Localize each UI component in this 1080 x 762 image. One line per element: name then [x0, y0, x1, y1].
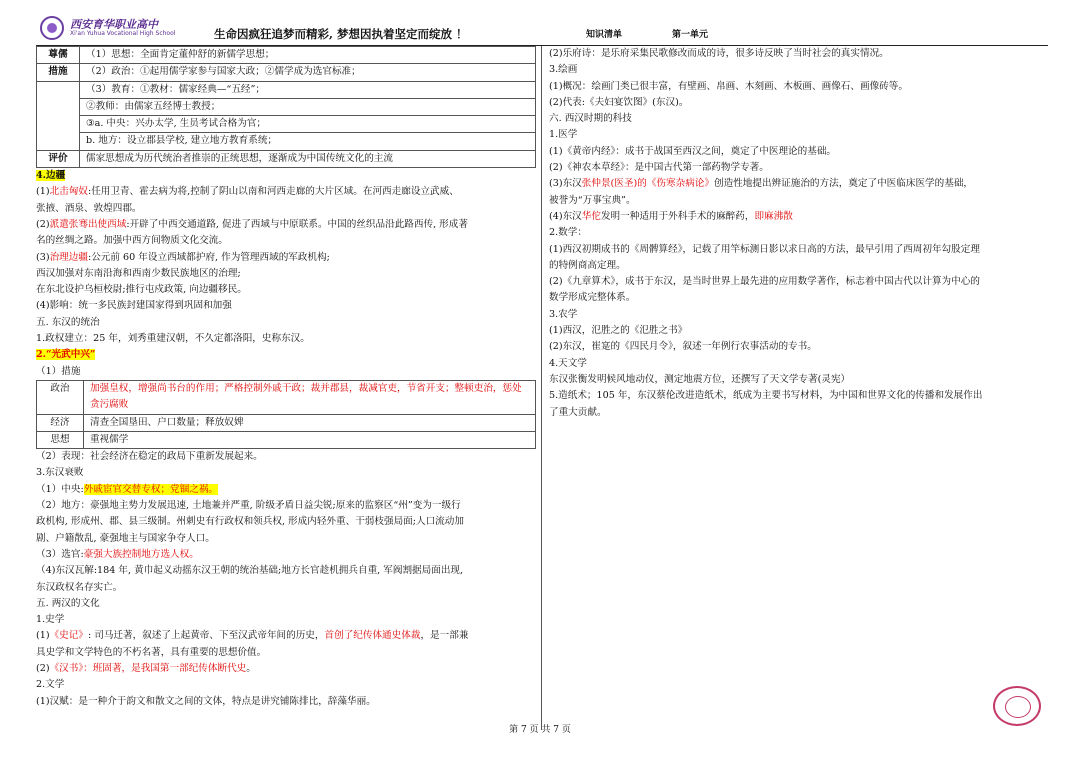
table-cell: 重视儒学 [84, 431, 536, 448]
paragraph: （4)东汉瓦解:184 年, 黄巾起义动摇东汉王朝的统治基础;地方长官趁机拥兵自重, 军阀割据局面出现, [36, 565, 464, 577]
paragraph [36, 184, 536, 200]
table-cell: （3）教育：①教材：儒家经典—“五经”； [80, 81, 536, 98]
paragraph: (2)乐府诗：是乐府采集民歌修改而成的诗，很多诗反映了当时社会的真实情况。 [549, 48, 889, 59]
section-heading: 3.绘画 [549, 64, 578, 76]
paragraph [36, 661, 536, 677]
paragraph: 剧、户籍散乱, 豪强地主与国家争夺人口。 [36, 532, 215, 544]
paragraph: （2）地方：豪强地主势力发展迅速, 土地兼并严重, 阶级矛盾日益尖锐;原来的监察区“州”变为一级行 [36, 500, 461, 512]
paragraph: (2)《神农本草经》：是中国古代第一部药物学专著。 [549, 162, 769, 174]
page-number: 第 7 页 共 7 页 [509, 725, 571, 735]
text: (1) [36, 186, 50, 198]
key-point: 首创了纪传体通史体裁 [324, 630, 421, 642]
text: (4)东汉 [549, 210, 582, 222]
table-cell: 儒家思想成为历代统治者推崇的正统思想，逐渐成为中国传统文化的主流 [80, 150, 536, 167]
key-point: 外戚宦官交替专权；党锢之祸。 [83, 483, 219, 495]
heading-text: 2.“光武中兴” [36, 349, 96, 361]
paragraph: (1)汉赋：是一种介于韵文和散文之间的文体，特点是讲究铺陈排比，辞藻华丽。 [36, 695, 376, 707]
school-emblem-icon [40, 16, 64, 40]
section-heading: 六. 西汉时期的科技 [549, 113, 632, 125]
text: :开辟了中西交通道路, 促进了西域与中原联系。中国的丝织品沿此路西传, 形成著 [126, 218, 468, 230]
paragraph: （1）措施 [36, 365, 81, 377]
paragraph: 在东北设护乌桓校尉;推行屯戍政策, 向边疆移民。 [36, 284, 247, 296]
header-doc-type: 知识清单 [586, 30, 623, 40]
table-label [37, 81, 80, 98]
key-point: 豪强大族控制地方选人权。 [83, 548, 199, 560]
text: 。 [246, 662, 256, 674]
key-point: 北击匈奴 [49, 186, 88, 198]
section-heading: 2.数学： [549, 227, 587, 239]
paragraph: 具史学和文学特色的不朽名著，具有重要的思想价值。 [36, 646, 267, 658]
paragraph [36, 217, 536, 233]
paragraph: (1)《黄帝内经》：成书于战国至西汉之间，奠定了中医理论的基础。 [549, 145, 837, 157]
school-subtitle: Xi'an Yuhua Vocational High School [70, 30, 176, 37]
section-heading [36, 347, 536, 363]
table-cell: b. 地方：设立郡县学校, 建立地方教育系统； [80, 133, 536, 150]
paragraph: 名的丝绸之路。加强中西方间物质文化交流。 [36, 235, 228, 247]
paragraph [36, 547, 536, 563]
school-seal-stamp [993, 686, 1041, 726]
paragraph: (1)西汉初期成书的《周髀算经》，记载了用竿标测日影以求日高的方法，最早引用了西周初年勾股定理 [549, 243, 980, 255]
table-label: 尊儒 [37, 47, 80, 64]
key-point: 《汉书》：班固著，是我国第一部纪传体断代史 [49, 662, 247, 674]
paragraph [36, 250, 536, 266]
table-cell: ③a. 中央：兴办太学, 生员考试合格为官； [80, 116, 536, 133]
paragraph: (2)东汉，崔寔的《四民月令》，叙述一年例行农事活动的专书。 [549, 341, 817, 353]
key-point: 《史记》 [49, 630, 88, 642]
table-label [37, 116, 80, 133]
table-row [37, 380, 536, 414]
key-point: 治理边疆 [49, 251, 88, 263]
key-point: 即麻沸散 [754, 210, 793, 222]
text: （1）中央: [36, 483, 84, 495]
paragraph: (4)影响：统一多民族封建国家得到巩固和加强 [36, 300, 232, 312]
confucian-measures-table [36, 46, 536, 168]
paragraph: (2)《九章算术》，成书于东汉，是当时世界上最先进的应用数学著作，标志着中国古代以计算为中心的 [549, 276, 980, 288]
text: 创造性地提出辨证施治的方法，奠定了中医临床医学的基础， [714, 178, 974, 190]
section-heading: 3.东汉衰败 [36, 467, 84, 479]
text: (1) [36, 630, 50, 642]
paragraph [549, 176, 1049, 192]
right-column [549, 46, 1049, 421]
school-logo [40, 16, 190, 42]
table-label: 思想 [37, 431, 84, 448]
table-label: 政治 [37, 380, 84, 414]
table-row [37, 98, 536, 115]
header-motto: 生命因疯狂追梦而精彩, 梦想因执着坚定而绽放 ！ [214, 27, 468, 41]
paragraph: （2）表现：社会经济在稳定的政局下重新发展起来。 [36, 451, 263, 463]
paragraph: 政机构, 形成州、郡、县三级制。州刺史有行政权和领兵权, 形成内轻外重、干弱枝强局面;人口流动加 [36, 516, 464, 528]
text: :公元前 60 年设立西域都护府, 作为管理西域的军政机构; [87, 251, 330, 263]
paragraph: 1.政权建立：25 年，刘秀重建汉朝，不久定都洛阳，史称东汉。 [36, 333, 310, 345]
table-row [37, 81, 536, 98]
section-heading: 4.天文学 [549, 357, 587, 369]
table-label: 评价 [37, 150, 80, 167]
page-header [36, 14, 1046, 44]
section-heading: 1.医学 [549, 129, 578, 141]
text: (2) [36, 662, 50, 674]
table-row [37, 47, 536, 64]
table-cell: 清查全国垦田、户口数量；释放奴婢 [84, 414, 536, 431]
paragraph: (2)代表:《夫妇宴饮图》(东汉)。 [549, 96, 689, 108]
text: :任用卫青、霍去病为将,控制了阴山以南和河西走廊的大片区域。在河西走廊设立武威、 [87, 186, 459, 198]
table-label: 经济 [37, 414, 84, 431]
text: 发明一种适用于外科手术的麻醉药， [600, 210, 755, 222]
section-heading [36, 168, 536, 184]
paragraph: (1)西汉，氾胜之的《氾胜之书》 [549, 325, 688, 337]
table-label [37, 133, 80, 150]
table-cell: 加强皇权，增强尚书台的作用；严格控制外戚干政；裁并郡县，裁减官吏，节省开支；整顿吏治，惩处贪污腐败 [84, 380, 536, 414]
paragraph: 张掖、酒泉、敦煌四郡。 [36, 202, 142, 214]
section-heading: 五. 东汉的统治 [36, 316, 100, 328]
table-row [37, 431, 536, 448]
text: : 司马迁著，叙述了上起黄帝、下至汉武帝年间的历史， [87, 630, 325, 642]
section-heading: 3.农学 [549, 308, 578, 320]
guangwu-measures-table [36, 380, 536, 449]
text: ，是一部兼 [420, 630, 469, 642]
header-unit: 第一单元 [672, 30, 709, 40]
table-row [37, 64, 536, 81]
table-row [37, 150, 536, 167]
paragraph: 东汉张衡发明候风地动仪，测定地震方位，还撰写了天文学专著(灵宪） [549, 373, 851, 385]
section-heading: 五. 两汉的文化 [36, 597, 100, 609]
paragraph [36, 482, 536, 498]
paragraph [36, 628, 536, 644]
section-heading: 2.文学 [36, 679, 65, 691]
table-cell: ②教师：由儒家五经博士教授； [80, 98, 536, 115]
text: (2) [36, 218, 50, 230]
table-label [37, 98, 80, 115]
table-row [37, 133, 536, 150]
table-cell: （1）思想：全面肯定董仲舒的新儒学思想； [80, 47, 536, 64]
text: （3）选官: [36, 548, 84, 560]
paragraph: 东汉政权名存实亡。 [36, 581, 123, 593]
column-divider [541, 46, 542, 730]
key-point: 张仲景(医圣)的《伤寒杂病论》 [581, 178, 714, 190]
heading-text: 4.边疆 [36, 170, 66, 182]
paragraph: (1)概况：绘画门类已很丰富，有壁画、帛画、木刻画、木板画、画像石、画像砖等。 [549, 80, 908, 92]
table-row [37, 116, 536, 133]
paragraph: 了重大贡献。 [549, 406, 607, 418]
section-heading: 1.史学 [36, 614, 65, 626]
school-name: 西安育华职业高中 [70, 18, 158, 31]
text: (3)东汉 [549, 178, 582, 190]
paragraph [549, 209, 1049, 225]
paragraph: 数学形成完整体系。 [549, 292, 636, 304]
paragraph: 西汉加强对东南沿海和西南少数民族地区的治理; [36, 267, 241, 279]
table-row [37, 414, 536, 431]
text: (3) [36, 251, 50, 263]
left-column [36, 46, 536, 710]
key-point: 华佗 [581, 210, 601, 222]
table-label: 措施 [37, 64, 80, 81]
paragraph: 5.造纸术；105 年，东汉蔡伦改进造纸术，纸成为主要书写材料，为中国和世界文化的传播和发展作出 [549, 390, 983, 402]
table-cell: （2）政治：①起用儒学家参与国家大政；②儒学成为选官标准； [80, 64, 536, 81]
paragraph: 被誉为“万事宝典”。 [549, 194, 636, 206]
key-point: 派遣张骞出使西域 [49, 218, 127, 230]
paragraph: 的特例商高定理。 [549, 259, 626, 271]
